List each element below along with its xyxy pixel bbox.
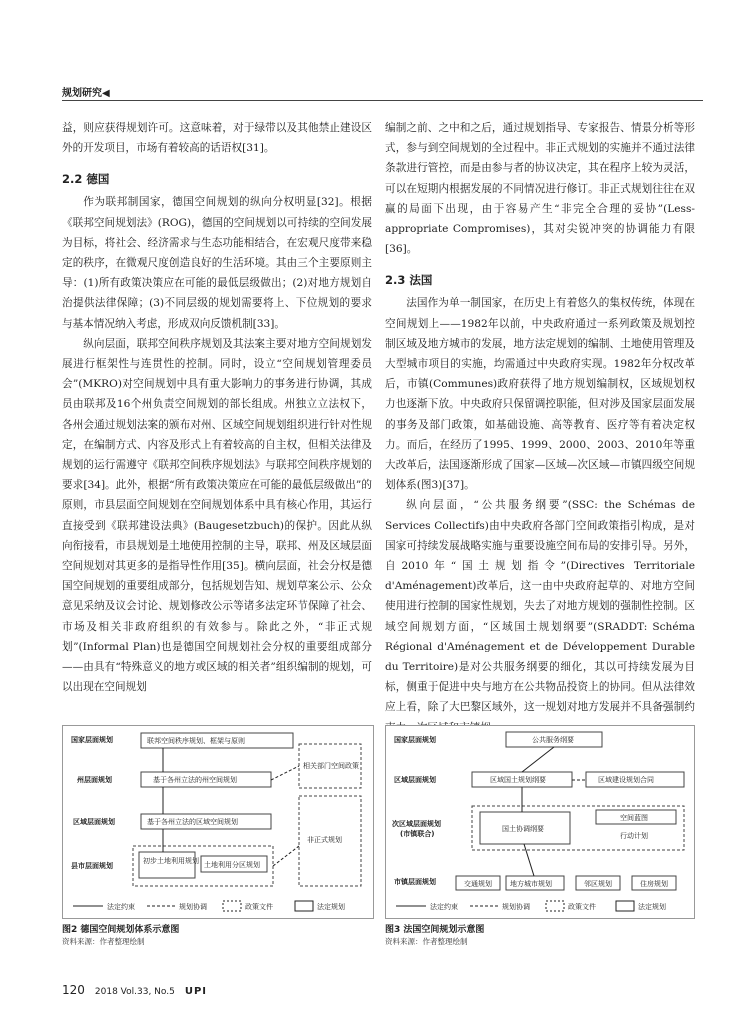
- page-number: 120: [62, 983, 85, 997]
- figure-source: 资料来源：作者整理绘制: [62, 937, 145, 946]
- legend-label: 法定约束: [107, 903, 135, 911]
- journal-issue: 2018 Vol.33, No.5: [94, 987, 175, 997]
- legend-box: [546, 901, 564, 911]
- box-label: 空间蓝图: [620, 814, 648, 822]
- box-label: 区域建设规划合同: [598, 776, 654, 784]
- box-label: 国土协调纲要: [502, 825, 544, 833]
- diagram-germany: [63, 726, 373, 918]
- figure-caption: 图3 法国空间规划示意图: [385, 925, 485, 935]
- paragraph: 益，则应获得规划许可。这意味着，对于绿带以及其他禁止建设区外的开发项目，市场有着较高的话语权[31]。: [62, 122, 372, 155]
- level-label: 县市层面规划: [71, 862, 113, 870]
- box-label: 区域国土规划纲要: [490, 776, 546, 784]
- section-heading-france: 2.3 法国: [385, 273, 433, 288]
- page-footer: [62, 983, 207, 997]
- running-header: 规划研究◀: [62, 88, 110, 99]
- figure-france-planning-system: [385, 725, 695, 919]
- paragraph: 作为联邦制国家，德国空间规划的纵向分权明显[32]。根据《联邦空间规划法》(ROG)，德国的空间规划以可持续的空间发展为目标，将社会、经济需求与生态功能相结合，在宏观尺度带来稳定的秩序，在微观尺度创造良好的生活环境。其由三个主要原则主导：(1)所有政策决策应在可能的最低层级做出；(2)对地方规划自治提供法律保障；(3)不同层级的规划需要将上、下位规划的要求与基本情况纳入考虑，形成双向反馈机制[33]。: [62, 196, 372, 330]
- box-label: 相关部门空间政策: [303, 762, 359, 770]
- legend-box: [295, 901, 313, 911]
- arrow: [271, 766, 299, 780]
- level-label: 市镇层面规划: [394, 878, 436, 886]
- legend-box: [223, 901, 241, 911]
- arrow: [524, 844, 534, 876]
- legend-label: 政策文件: [568, 903, 596, 911]
- legend-label: 政策文件: [245, 903, 273, 911]
- box-label: 行动计划: [620, 832, 648, 840]
- box-label: 基于各州立法的州空间规划: [153, 776, 237, 784]
- journal-brand: UPI: [184, 986, 208, 997]
- diagram-france: [386, 726, 694, 918]
- header-rule: [62, 100, 703, 101]
- paragraph: 法国作为单一制国家，在历史上有着悠久的集权传统，体现在空间规划上——1982年以前，中央政府通过一系列政策及规划控制区域及地方城市的发展，地方法定规划的编制、土地使用管理及大型城市项目的实施，均需通过中央政府实现。1982年分权改革后，市镇(Communes)政府获得了地方规划编制权，区域规划权力也逐渐下放。中央政府只保留调控职能，但对涉及国家层面发展的事务及部门政策，如基础设施、高等教育、医疗等有着决定权力。而后，在经历了1995、1999、2000、2003、2010年等重大改革后，法国逐渐形成了国家—区域—次区域—市镇四级空间规划体系(图3)[37]。: [385, 297, 695, 492]
- box-label: 邻区规划: [584, 880, 612, 888]
- box-label: 土地利用分区规划: [204, 861, 260, 869]
- box-label: 联邦空间秩序规划、框架与原则: [147, 737, 245, 745]
- paragraph: 编制之前、之中和之后，通过规划指导、专家报告、情景分析等形式，参与到空间规划的全过程中。非正式规划的实施并不通过法律条款进行管控，而是由参与者的协议决定，其在程序上较为灵活，可以在短期内根据发展的不同情况进行修订。非正式规划往往在双赢的局面下出现，由于容易产生“非完全合理的妥协”(Less-appropriate Compromises)，其对尖锐冲突的协调能力有限[36]。: [385, 122, 695, 256]
- box-label: 地方城市规划: [510, 880, 552, 888]
- box-label: 交通规划: [464, 880, 492, 888]
- level-label: (市镇联合): [400, 830, 435, 838]
- legend-box: [616, 901, 634, 911]
- box-label: 公共服务纲要: [532, 736, 574, 744]
- right-column: [385, 118, 695, 738]
- arrow: [273, 846, 299, 866]
- figure-germany-planning-system: [62, 725, 374, 919]
- legend-label: 法定规划: [638, 903, 666, 911]
- level-label: 国家层面规划: [394, 736, 436, 744]
- level-label: 州层面规划: [77, 776, 112, 784]
- legend-label: 规划协调: [179, 903, 207, 911]
- box-label: 住房规划: [640, 880, 668, 888]
- box-label: 基于各州立法的区域空间规划: [147, 818, 238, 826]
- legend-label: 法定规划: [317, 903, 345, 911]
- figure-caption: 图2 德国空间规划体系示意图: [62, 925, 180, 935]
- section-heading-germany: 2.2 德国: [62, 172, 110, 187]
- legend-label: 规划协调: [502, 903, 530, 911]
- level-label: 区域层面规划: [73, 818, 115, 826]
- arrow: [522, 747, 554, 772]
- figure-source: 资料来源：作者整理绘制: [385, 937, 468, 946]
- paragraph: 纵向层面，“公共服务纲要”(SSC: the Schémas de Services Collectifs)由中央政府各部门空间政策指引构成，是对国家可持续发展战略实施与重要设施空间布局的安排引导。另外，自2010年“国土规划指令”(Directives Territoriale d'Aménagement)改革后，这一由中央政府起草的、对地方空间使用进行控制的国家性规划，失去了对地方规划的强制性控制。区域空间规划方面，“区域国土规划纲要”(SRADDT: Schéma Régional d'Aménagement et de Développement Durable du Territoire)是对公共服务纲要的细化，其以可持续发展为目标，侧重于促进中央与地方在公共物品投资上的协同。但从法律效应上看，除了大巴黎区域外，这一规划对地方发展并不具备强制约: [385, 499, 695, 714]
- level-label: 次区域层面规划: [392, 820, 441, 828]
- box-label: 非正式规划: [307, 836, 342, 844]
- legend-label: 法定约束: [430, 903, 458, 911]
- level-label: 国家层面规划: [71, 736, 113, 744]
- box: [139, 852, 195, 878]
- paragraph: 纵向层面，联邦空间秩序规划及其法案主要对地方空间规划发展进行框架性与连贯性的控制。同时，设立“空间规划管理委员会”(MKRO)对空间规划中具有重大影响力的事务进行协调，其成员由联邦及16个州负责空间规划的部长组成。州独立立法权下，各州会通过规划法案的颁布对州、区域空间规划组织进行针对性规定，在编制方式、内容及形式上有着较高的自主权，但相关法律及规划的运行需遵守《联邦空间秩序规划法》与联邦空间秩序规划的要求[34]。此外，根据“所有政策决策应在可能的最低层级做出”的原则，市县层面空间规划在空间规划体系中具有核心作用，其运行直接受到《联邦建设法典》(Baugesetzbuch)的保护。因此从纵向衔接看，市县规划是土地使用控制的主导，联邦、州及区域层面空间规划对其更多的是指导性作用[35]。横向层面，社会分权是德国空间规划的重要组成部分，包括规划告知、规划草案公示、公众意见采纳及议会讨论、规划修改公示等诸多法定环节保障了社会、市场及相关非政府组织的有效参与。除此之外，“非正式规划”(Informal Plan)也是德国空间规划社会分权的重要组成部分——由具有“特殊意义的地方或区域的相关者”组织编制的规划，可以出现在空间规划: [62, 337, 372, 694]
- box-label: 初步土地利用规划: [143, 857, 199, 865]
- level-label: 区域层面规划: [394, 776, 436, 784]
- left-column: [62, 118, 372, 697]
